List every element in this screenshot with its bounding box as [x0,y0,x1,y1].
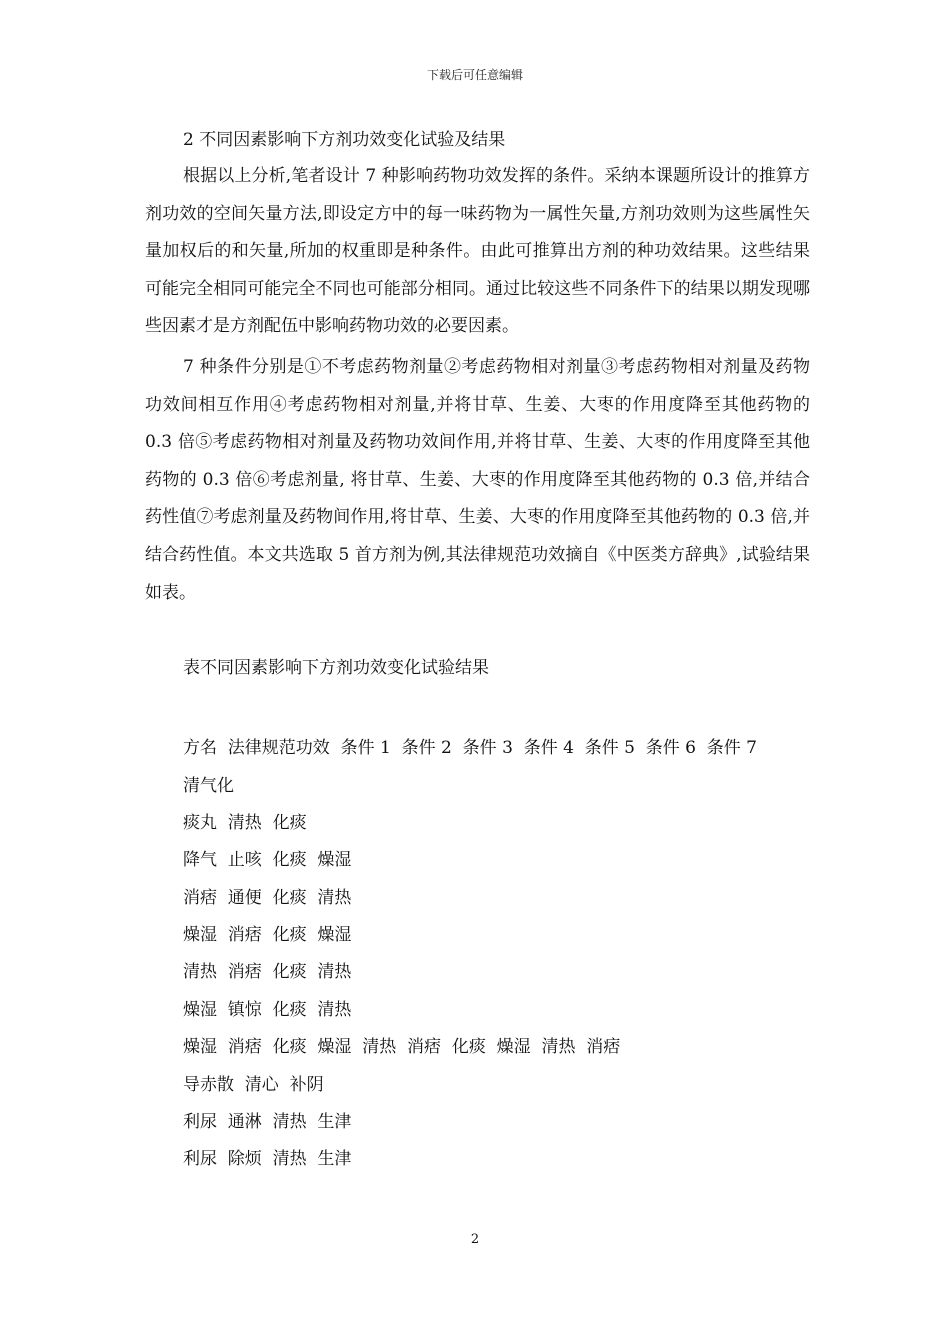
table-header-row: 方名 法律规范功效 条件 1 条件 2 条件 3 条件 4 条件 5 条件 6 条件 7 [183,738,757,759]
table-row: 痰丸 清热 化痰 [183,812,307,833]
page-number: 2 [470,1232,480,1247]
table-row: 利尿 除烦 清热 生津 [183,1149,352,1170]
paragraph-conditions: 7 种条件分别是①不考虑药物剂量②考虑药物相对剂量③考虑药物相对剂量及药物功效间相互作用④考虑药物相对剂量,并将甘草、生姜、大枣的作用度降至其他药物的 0.3 倍⑤考虑药物相对剂量及药物功效间作用,并将甘草、生姜、大枣的作用度降至其他药物的 0.3 倍⑥考虑剂量, 将甘草、生姜、大枣的作用度降至其他药物的 0.3 倍,并结合药性值⑦考虑剂量及药物间作用,将甘草、生姜、大枣的作用度降至其他药物的 0.3 倍,并结合药性值。本文共选取 5 首方剂为例,其法律规范功效摘自《中医类方辞典》,试验结果如表。 [145,356,810,603]
table-row: 清热 消痞 化痰 清热 [183,962,352,983]
table-row: 利尿 通淋 清热 生津 [183,1112,352,1133]
section-heading: 2 不同因素影响下方剂功效变化试验及结果 [183,130,506,150]
table-row: 燥湿 消痞 化痰 燥湿 [183,925,352,946]
results-table [183,730,810,1179]
document-body [145,124,810,1179]
table-row: 燥湿 镇惊 化痰 清热 [183,999,352,1020]
table-row: 清气化 [183,775,234,796]
table-row: 导赤散 清心 补阴 [183,1074,324,1095]
paragraph-analysis: 根据以上分析,笔者设计 7 种影响药物功效发挥的条件。采纳本课题所设计的推算方剂功效的空间矢量方法,即设定方中的每一味药物为一属性矢量,方剂功效则为这些属性矢量加权后的和矢量,所加的权重即是种条件。由此可推算出方剂的种功效结果。这些结果可能完全相同可能完全不同也可能部分相同。通过比较这些不同条件下的结果以期发现哪些因素才是方剂配伍中影响药物功效的必要因素。 [145,166,810,337]
table-title: 表不同因素影响下方剂功效变化试验结果 [183,658,489,679]
table-row: 燥湿 消痞 化痰 燥湿 清热 消痞 化痰 燥湿 清热 消痞 [183,1037,621,1058]
table-row: 消痞 通便 化痰 清热 [183,887,352,908]
page-header: 下载后可任意编辑 [426,68,523,82]
table-row: 降气 止咳 化痰 燥湿 [183,850,352,871]
